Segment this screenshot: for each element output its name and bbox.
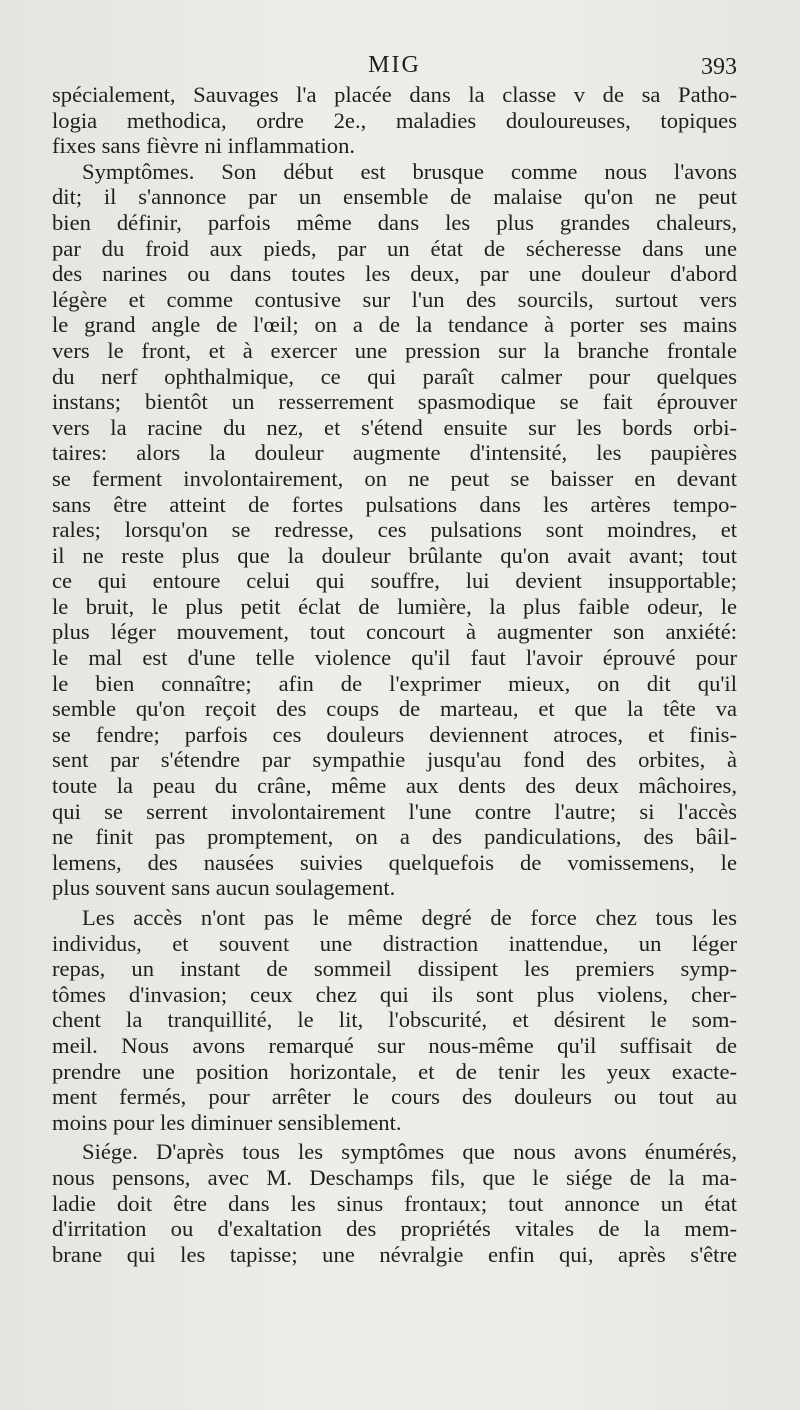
text-line: instans; bientôt un resserrement spasmodique se fait éprouver	[52, 389, 737, 415]
text-line: vers la racine du nez, et s'étend ensuite sur les bords orbi-	[52, 414, 737, 440]
text-line: sans être atteint de fortes pulsations dans les artères tempo-	[52, 491, 737, 517]
text-line: taires: alors la douleur augmente d'intensité, les paupières	[52, 440, 737, 466]
text-line: ment fermés, pour arrêter le cours des douleurs ou tout au	[52, 1084, 737, 1110]
text-line: Siége. D'après tous les symptômes que nous avons énumérés,	[82, 1139, 737, 1165]
text-line: se ferment involontairement, on ne peut se baisser en devant	[52, 465, 737, 491]
text-line: le grand angle de l'œil; on a de la tendance à porter ses mains	[52, 312, 737, 338]
text-line: tômes d'invasion; ceux chez qui ils sont plus violens, cher-	[52, 981, 737, 1007]
text-line: du nerf ophthalmique, ce qui paraît calmer pour quelques	[52, 363, 737, 389]
text-line: se fendre; parfois ces douleurs deviennent atroces, et finis-	[52, 721, 737, 747]
text-line: prendre une position horizontale, et de tenir les yeux exacte-	[52, 1058, 737, 1084]
paragraph-continuation	[52, 82, 737, 159]
text-line: moins pour les diminuer sensiblement.	[52, 1109, 402, 1135]
text-line: spécialement, Sauvages l'a placée dans la classe v de sa Patho-	[52, 82, 737, 107]
body-text	[52, 82, 737, 1267]
text-line: le bien connaître; afin de l'exprimer mieux, on dit qu'il	[52, 670, 737, 696]
paragraph-symptomes	[52, 159, 737, 901]
text-line: légère et comme contusive sur l'un des sourcils, surtout vers	[52, 286, 737, 312]
text-line: Symptômes. Son début est brusque comme nous l'avons	[82, 158, 737, 184]
text-line: toute la peau du crâne, même aux dents des deux mâchoires,	[52, 773, 737, 799]
text-line: il ne reste plus que la douleur brûlante qu'on avait avant; tout	[52, 542, 737, 568]
text-line: fixes sans fièvre ni inflammation.	[52, 133, 356, 159]
text-line: plus léger mouvement, tout concourt à augmenter son anxiété:	[52, 619, 737, 645]
text-line: dit; il s'annonce par un ensemble de malaise qu'on ne peut	[52, 184, 737, 210]
paragraph-acces	[52, 905, 737, 1135]
page-header	[52, 52, 737, 82]
page-number: 393	[701, 54, 737, 80]
text-line: des narines ou dans toutes les deux, par une douleur d'abord	[52, 261, 737, 287]
text-line: plus souvent sans aucun soulagement.	[52, 875, 396, 901]
text-line: repas, un instant de sommeil dissipent les premiers symp-	[52, 956, 737, 982]
running-head: MIG	[368, 52, 421, 78]
text-line: individus, et souvent une distraction inattendue, un léger	[52, 930, 737, 956]
text-line: chent la tranquillité, le lit, l'obscurité, et désirent le som-	[52, 1007, 737, 1033]
text-line: brane qui les tapisse; une névralgie enfin qui, après s'être	[52, 1241, 737, 1267]
text-line: sent par s'étendre par sympathie jusqu'au fond des orbites, à	[52, 747, 737, 773]
text-line: semble qu'on reçoit des coups de marteau, et que la tête va	[52, 696, 737, 722]
text-line: bien définir, parfois même dans les plus grandes chaleurs,	[52, 209, 737, 235]
text-line: ce qui entoure celui qui souffre, lui devient insupportable;	[52, 568, 737, 594]
text-line: Les accès n'ont pas le même degré de force chez tous les	[82, 905, 737, 930]
text-line: lemens, des nausées suivies quelquefois de vomissemens, le	[52, 849, 737, 875]
text-line: ne finit pas promptement, on a des pandiculations, des bâil-	[52, 824, 737, 850]
text-line: logia methodica, ordre 2e., maladies douloureuses, topiques	[52, 107, 737, 133]
text-line: le bruit, le plus petit éclat de lumière, la plus faible odeur, le	[52, 593, 737, 619]
text-line: vers le front, et à exercer une pression sur la branche frontale	[52, 337, 737, 363]
text-line: qui se serrent involontairement l'une contre l'autre; si l'accès	[52, 798, 737, 824]
text-line: d'irritation ou d'exaltation des propriétés vitales de la mem-	[52, 1216, 737, 1242]
paragraph-siege	[52, 1139, 737, 1267]
text-line: nous pensons, avec M. Deschamps fils, que le siége de la ma-	[52, 1164, 737, 1190]
text-line: meil. Nous avons remarqué sur nous-même qu'il suffisait de	[52, 1032, 737, 1058]
text-line: rales; lorsqu'on se redresse, ces pulsations sont moindres, et	[52, 517, 737, 543]
text-line: ladie doit être dans les sinus frontaux; tout annonce un état	[52, 1190, 737, 1216]
text-line: le mal est d'une telle violence qu'il faut l'avoir éprouvé pour	[52, 645, 737, 671]
text-line: par du froid aux pieds, par un état de sécheresse dans une	[52, 235, 737, 261]
